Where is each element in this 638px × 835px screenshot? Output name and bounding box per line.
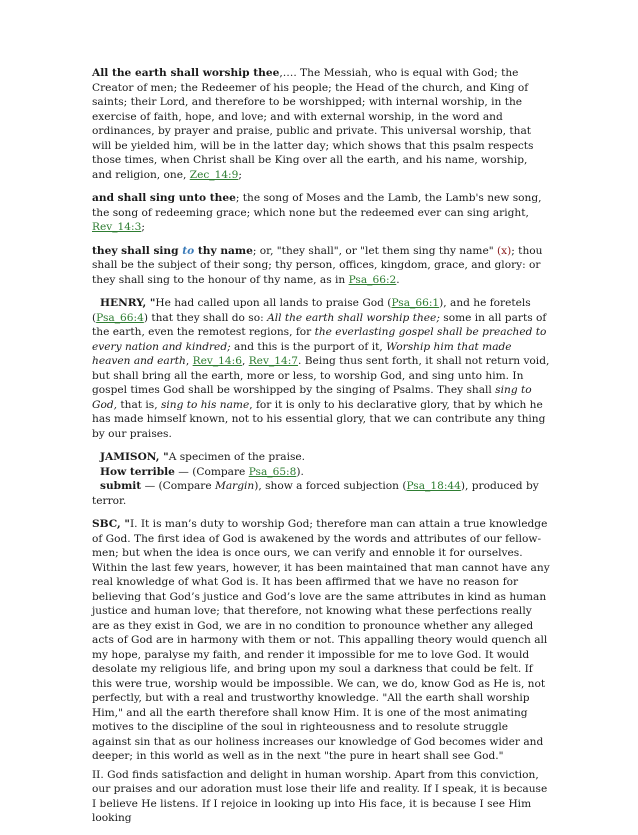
paragraph-sbc-part-two: II. God finds satisfaction and delight in human worship. Apart from this conviction, our praises and our adoration must lose their life and reality. If I speak, it is because I believe He listens. If I rejoice in looking up into His face, it is because I see Him looking: [92, 768, 548, 824]
heading-phrase: they shall sing: [92, 244, 183, 257]
paragraph-shall-sing: and shall sing unto thee; the song of Moses and the Lamb, the Lamb's new song, the song of redeeming grace; which none but the redeemed ever can sing aright, Rev_14:3;: [92, 192, 542, 233]
paragraph-henry: HENRY, "He had called upon all lands to praise God (Psa_66:1), and he foretels (Psa_66:4) that they shall do so: All the earth shall worship thee; some in all parts of the earth, even the remotest regions, for the everlasting gospel shall be preached to every nation and kindred; and this is the purport of it, Worship him that made heaven and earth, Rev_14:6, Rev_14:7. Being thus sent forth, it shall not return void, but shall bring all the earth, more or less, to worship God, and sing unto him. In gospel times God shall be worshipped by the singing of Psalms. They shall sing to God, that is, sing to his name, for it is only to his declarative glory, that by which he has made himself known, not to his essential glory, that we can contribute any thing by our praises.: [92, 297, 550, 440]
scripture-link-zec-14-9[interactable]: Zec_14:9: [189, 168, 239, 181]
scripture-link-psa-66-1[interactable]: Psa_66:1: [391, 297, 440, 309]
footnote-link[interactable]: (x): [497, 244, 512, 257]
commentator-name: HENRY, ": [100, 297, 156, 309]
scripture-link-rev-14-7[interactable]: Rev_14:7: [248, 355, 299, 367]
paragraph-all-the-earth: All the earth shall worship thee,…. The Messiah, who is equal with God; the Creator of men; the Redeemer of his people; the Head of the church, and King of saints; their Lord, and therefore to be worshipped; with internal worship, in the exercise of faith, hope, and love; and with external worship, in the word and ordinances, by prayer and praise, public and private. This universal worship, that will be yielded him, will be in the latter day; which shows that this psalm respects those times, when Christ shall be King over all the earth, and his name, worship, and religion, one, Zec_14:9;: [92, 67, 534, 181]
paragraph-they-shall-sing: they shall sing to thy name; or, "they shall", or "let them sing thy name" (x); thou shall be the subject of their song; thy person, offices, kingdom, grace, and glory: or they shall sing to the honour of thy name, as in Psa_66:2.: [92, 244, 543, 286]
scripture-link-rev-14-3[interactable]: Rev_14:3: [92, 221, 142, 233]
paragraph-sbc: SBC, "I. It is man’s duty to worship God; therefore man can attain a true knowledge of God. The first idea of God is awakened by the words and attributes of our fellow-men; but when the idea is once ours, we can verify and ennoble it for ourselves. Within the last few years, however, it has been maintained that man cannot have any real knowledge of what God is. It has been affirmed that we have no reason for believing that God’s justice and God’s love are the same attributes in kind as human justice and human love; that therefore, not knowing what these perfections really are as they exist in God, we are in no condition to pronounce whether any alleged acts of God are in harmony with them or not. This appalling theory would quench all my hope, paralyse my faith, and render it impossible for me to love God. It would desolate my religious life, and bring upon my soul a darkness that could be felt. If this were true, worship would be impossible. We can, we do, know God as He is, not perfectly, but with a real and trustworthy knowledge. "All the earth shall worship Him," and all the earth therefore shall know Him. It is one of the most animating motives to the discipline of the soul in righteousness and to resolute struggle against sin that as our holiness increases our knowledge of God becomes wider and deeper; in this world as well as in the next "the pure in heart shall see God.": [92, 518, 550, 762]
heading-phrase: How terrible: [100, 465, 175, 478]
heading-phrase: submit: [100, 480, 142, 492]
scripture-link-psa-66-2[interactable]: Psa_66:2: [348, 273, 397, 286]
inserted-word: to: [182, 244, 195, 257]
paragraph-jamison: JAMISON, "A specimen of the praise.: [92, 450, 550, 465]
scripture-link-rev-14-6[interactable]: Rev_14:6: [192, 355, 242, 367]
paragraph-how-terrible: How terrible — (Compare Psa_65:8).: [92, 465, 550, 480]
heading-phrase: thy name: [194, 244, 253, 257]
paragraph-submit: submit — (Compare Margin), show a forced subjection (Psa_18:44), produced by terror.: [92, 480, 539, 507]
scripture-link-psa-18-44[interactable]: Psa_18:44: [406, 480, 461, 492]
heading-phrase: All the earth shall worship thee: [92, 67, 280, 79]
commentator-name: SBC, ": [92, 518, 130, 530]
commentator-name: JAMISON, ": [100, 451, 169, 463]
heading-phrase: and shall sing unto thee: [92, 192, 236, 204]
scripture-link-psa-66-4[interactable]: Psa_66:4: [96, 311, 144, 324]
document-page: [92, 66, 550, 835]
scripture-link-psa-65-8[interactable]: Psa_65:8: [248, 465, 297, 478]
